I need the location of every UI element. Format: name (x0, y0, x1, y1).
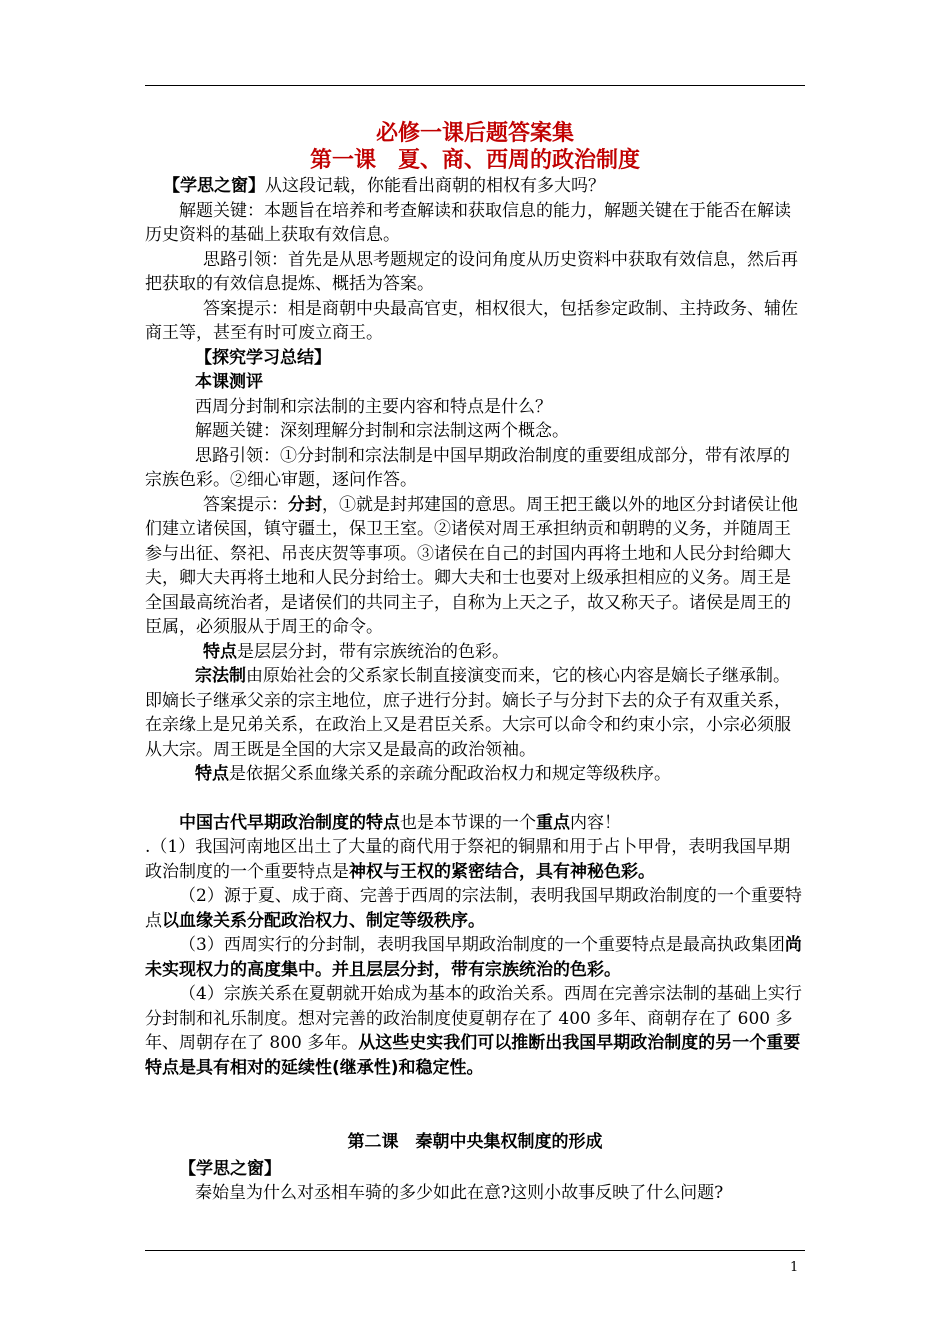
header-rule (145, 85, 805, 86)
xuesi-key: 解题关键：本题旨在培养和考查解读和获取信息的能力，解题关键在于能否在解读历史资料的基础上获取有效信息。 (145, 200, 791, 245)
fenfeng-feature: 特点是层层分封，带有宗族统治的色彩。 (203, 641, 509, 662)
xuesi-guide: 思路引领：首先是从思考题规定的设问角度从历史资料中获取有效信息，然后再把获取的有效信息提炼、概括为答案。 (145, 249, 798, 294)
document-title: 必修一课后题答案集 (375, 121, 574, 146)
tanjiu-sub: 本课测评 (195, 372, 263, 392)
lesson1-title: 第一课 夏、商、西周的政治制度 (309, 148, 640, 173)
zongfa-feature: 特点是依据父系血缘关系的亲疏分配政治权力和规定等级秩序。 (195, 764, 671, 784)
lesson2-title: 第二课 秦朝中央集权制度的形成 (347, 1132, 603, 1152)
tanjiu-question: 西周分封制和宗法制的主要内容和特点是什么？ (195, 396, 552, 417)
tanjiu-label: 【探究学习总结】 (195, 347, 331, 368)
feature-item-1: .（1）我国河南地区出土了大量的商代用于祭祀的铜鼎和用于占卜甲骨，表明我国早期政治制度的一个重要特点是神权与王权的紧密结合，具有神秘色彩。 (145, 837, 791, 882)
lesson2-question: 秦始皇为什么对丞相车骑的多少如此在意?这则小故事反映了什么问题? (195, 1183, 724, 1203)
xuesi-answer: 答案提示：相是商朝中央最高官吏，相权很大，包括参定政制、主持政务、辅佐商王等，甚至有时可废立商王。 (145, 298, 798, 343)
feature-item-2: （2）源于夏、成于商、完善于西周的宗法制，表明我国早期政治制度的一个重要特点以血缘关系分配政治权力、制定等级秩序。 (145, 886, 802, 931)
tanjiu-key: 解题关键：深刻理解分封制和宗法制这两个概念。 (195, 421, 569, 441)
document-body (145, 120, 805, 1206)
xuesi-question: 【学思之窗】从这段记载，你能看出商朝的相权有多大吗？ (163, 176, 605, 196)
tanjiu-guide: 思路引领：①分封制和宗法制是中国早期政治制度的重要组成部分，带有浓厚的宗族色彩。②细心审题，逐问作答。 (145, 445, 790, 490)
page-number: 1 (790, 1260, 799, 1275)
zongfa-answer: 宗法制由原始社会的父系家长制直接演变而来，它的核心内容是嫡长子继承制。即嫡长子继承父亲的宗主地位，庶子进行分封。嫡长子与分封下去的众子有双重关系，在亲缘上是兄弟关系，在政治上又是君臣关系。大宗可以命令和约束小宗，小宗必须服从大宗。周王既是全国的大宗又是最高的政治领袖。 (145, 666, 791, 760)
feature-item-4: （4）宗族关系在夏朝就开始成为基本的政治关系。西周在完善宗法制的基础上实行分封制和礼乐制度。想对完善的政治制度使夏朝存在了 400 多年、商朝存在了 600 多年、周朝存在了 800 多年。从这些史实我们可以推断出我国早期政治制度的另一个重要特点是具有相对的延续性(继承性)和稳定性。 (145, 984, 802, 1078)
lesson2-label: 【学思之窗】 (179, 1158, 281, 1179)
xuesi-label: 【学思之窗】 (163, 176, 265, 196)
fenfeng-answer: 答案提示：分封，①就是封邦建国的意思。周王把王畿以外的地区分封诸侯让他们建立诸侯国，镇守疆土，保卫王室。②诸侯对周王承担纳贡和朝聘的义务，并随周王参与出征、祭祀、吊丧庆贺等事项。③诸侯在自己的封国内再将土地和人民分封给卿大夫，卿大夫再将土地和人民分封给士。卿大夫和士也要对上级承担相应的义务。周王是全国最高统治者，是诸侯们的共同主子，自称为上天之子，故又称天子。诸侯是周王的臣属，必须服从于周王的命令。 (145, 494, 798, 637)
footer-rule (145, 1250, 805, 1251)
feature-item-3: （3）西周实行的分封制，表明我国早期政治制度的一个重要特点是最高执政集团尚未实现权力的高度集中。并且层层分封，带有宗族统治的色彩。 (145, 935, 802, 980)
features-intro: 中国古代早期政治制度的特点也是本节课的一个重点内容！ (179, 812, 621, 833)
